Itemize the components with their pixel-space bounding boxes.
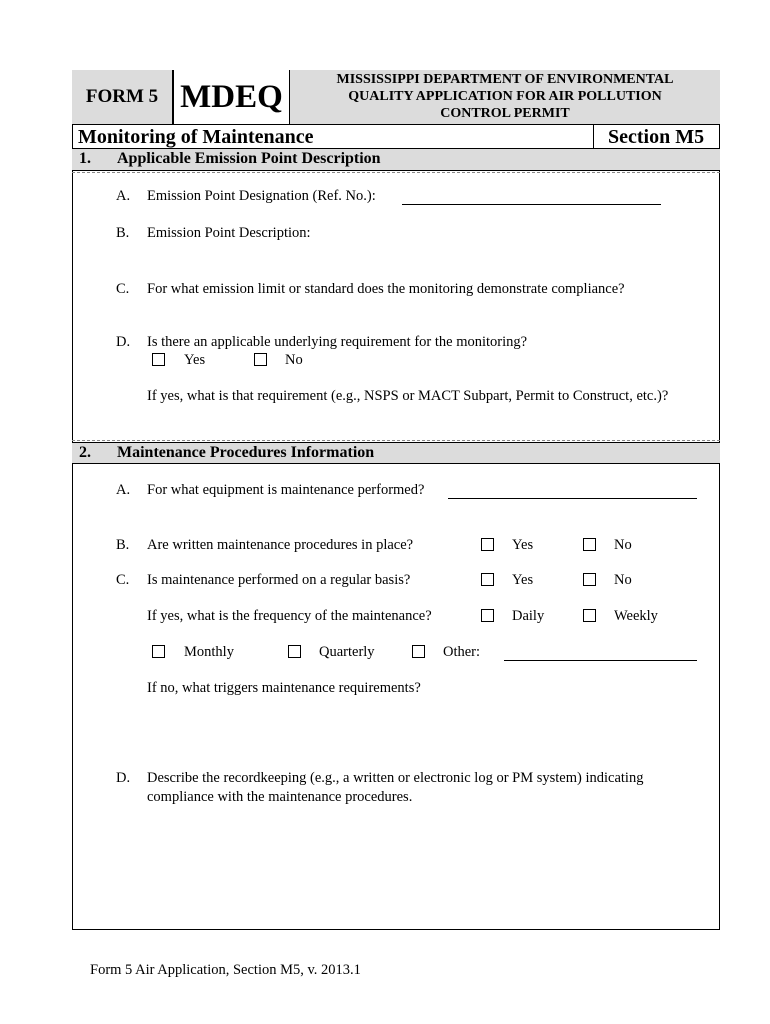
underlying-requirement-no-checkbox[interactable] bbox=[254, 353, 267, 366]
department-line-2: QUALITY APPLICATION FOR AIR POLLUTION bbox=[348, 89, 662, 104]
frequency-daily-label: Daily bbox=[512, 608, 545, 624]
regular-basis-yes-label: Yes bbox=[512, 572, 534, 588]
underlying-requirement-no-label: No bbox=[285, 352, 303, 368]
item-2c-label: Is maintenance performed on a regular basis? bbox=[147, 572, 411, 588]
item-1b-label: Emission Point Description: bbox=[147, 225, 311, 241]
underlying-requirement-yes-label: Yes bbox=[184, 352, 206, 368]
frequency-question: If yes, what is the frequency of the maintenance? bbox=[147, 608, 432, 624]
form-footer: Form 5 Air Application, Section M5, v. 2013.1 bbox=[90, 962, 361, 978]
form-header bbox=[72, 70, 720, 124]
item-2a-letter: A. bbox=[116, 482, 131, 498]
regular-basis-no-label: No bbox=[614, 572, 632, 588]
agency-logo-text: MDEQ bbox=[173, 70, 290, 124]
maintenance-equipment-field[interactable] bbox=[448, 498, 697, 499]
regular-basis-yes-checkbox[interactable] bbox=[481, 573, 494, 586]
frequency-other-label: Other: bbox=[443, 644, 481, 660]
frequency-weekly-label: Weekly bbox=[614, 608, 658, 624]
section-id: Section M5 bbox=[608, 126, 705, 148]
item-2b-letter: B. bbox=[116, 537, 130, 553]
frequency-other-field[interactable] bbox=[504, 660, 697, 661]
section-1-header bbox=[72, 149, 720, 171]
page-title: Monitoring of Maintenance bbox=[78, 126, 314, 148]
maintenance-trigger-question: If no, what triggers maintenance requirements? bbox=[147, 680, 421, 696]
written-procedures-no-label: No bbox=[614, 537, 632, 553]
section-1-divider bbox=[72, 172, 720, 173]
item-1c-label: For what emission limit or standard does the monitoring demonstrate compliance? bbox=[147, 281, 625, 297]
item-2c-letter: C. bbox=[116, 572, 130, 588]
frequency-quarterly-checkbox[interactable] bbox=[288, 645, 301, 658]
item-2a-label: For what equipment is maintenance performed? bbox=[147, 482, 425, 498]
frequency-monthly-checkbox[interactable] bbox=[152, 645, 165, 658]
item-2d-label-line-1: Describe the recordkeeping (e.g., a written or electronic log or PM system) indicating bbox=[147, 770, 644, 786]
frequency-quarterly-label: Quarterly bbox=[319, 644, 375, 660]
department-line-1: MISSISSIPPI DEPARTMENT OF ENVIRONMENTAL bbox=[336, 72, 674, 87]
section-1-heading: Applicable Emission Point Description bbox=[117, 150, 381, 167]
written-procedures-yes-checkbox[interactable] bbox=[481, 538, 494, 551]
department-title bbox=[290, 70, 720, 124]
form-title-bar bbox=[72, 124, 720, 149]
item-2b-label: Are written maintenance procedures in place? bbox=[147, 537, 414, 553]
section-2-header bbox=[72, 442, 720, 464]
item-1d-label: Is there an applicable underlying requirement for the monitoring? bbox=[147, 334, 528, 350]
frequency-weekly-checkbox[interactable] bbox=[583, 609, 596, 622]
frequency-other-checkbox[interactable] bbox=[412, 645, 425, 658]
form-number-label: FORM 5 bbox=[72, 70, 173, 124]
item-2d-letter: D. bbox=[116, 770, 131, 786]
item-2d-label-line-2: compliance with the maintenance procedures. bbox=[147, 789, 413, 805]
frequency-daily-checkbox[interactable] bbox=[481, 609, 494, 622]
section-2-top-divider bbox=[72, 440, 720, 441]
item-1c-letter: C. bbox=[116, 281, 130, 297]
section-1-number: 1. bbox=[79, 150, 91, 167]
section-2-number: 2. bbox=[79, 444, 91, 461]
item-1d-letter: D. bbox=[116, 334, 131, 350]
written-procedures-no-checkbox[interactable] bbox=[583, 538, 596, 551]
item-1a-label: Emission Point Designation (Ref. No.): bbox=[147, 188, 376, 204]
section-2-heading: Maintenance Procedures Information bbox=[117, 444, 375, 461]
item-1b-letter: B. bbox=[116, 225, 130, 241]
written-procedures-yes-label: Yes bbox=[512, 537, 534, 553]
frequency-monthly-label: Monthly bbox=[184, 644, 234, 660]
item-1a-letter: A. bbox=[116, 188, 131, 204]
emission-point-designation-field[interactable] bbox=[402, 204, 661, 205]
underlying-requirement-yes-checkbox[interactable] bbox=[152, 353, 165, 366]
regular-basis-no-checkbox[interactable] bbox=[583, 573, 596, 586]
item-1d-followup: If yes, what is that requirement (e.g., NSPS or MACT Subpart, Permit to Construct, etc.)? bbox=[147, 388, 669, 404]
department-line-3: CONTROL PERMIT bbox=[440, 106, 570, 121]
title-divider bbox=[593, 125, 594, 149]
